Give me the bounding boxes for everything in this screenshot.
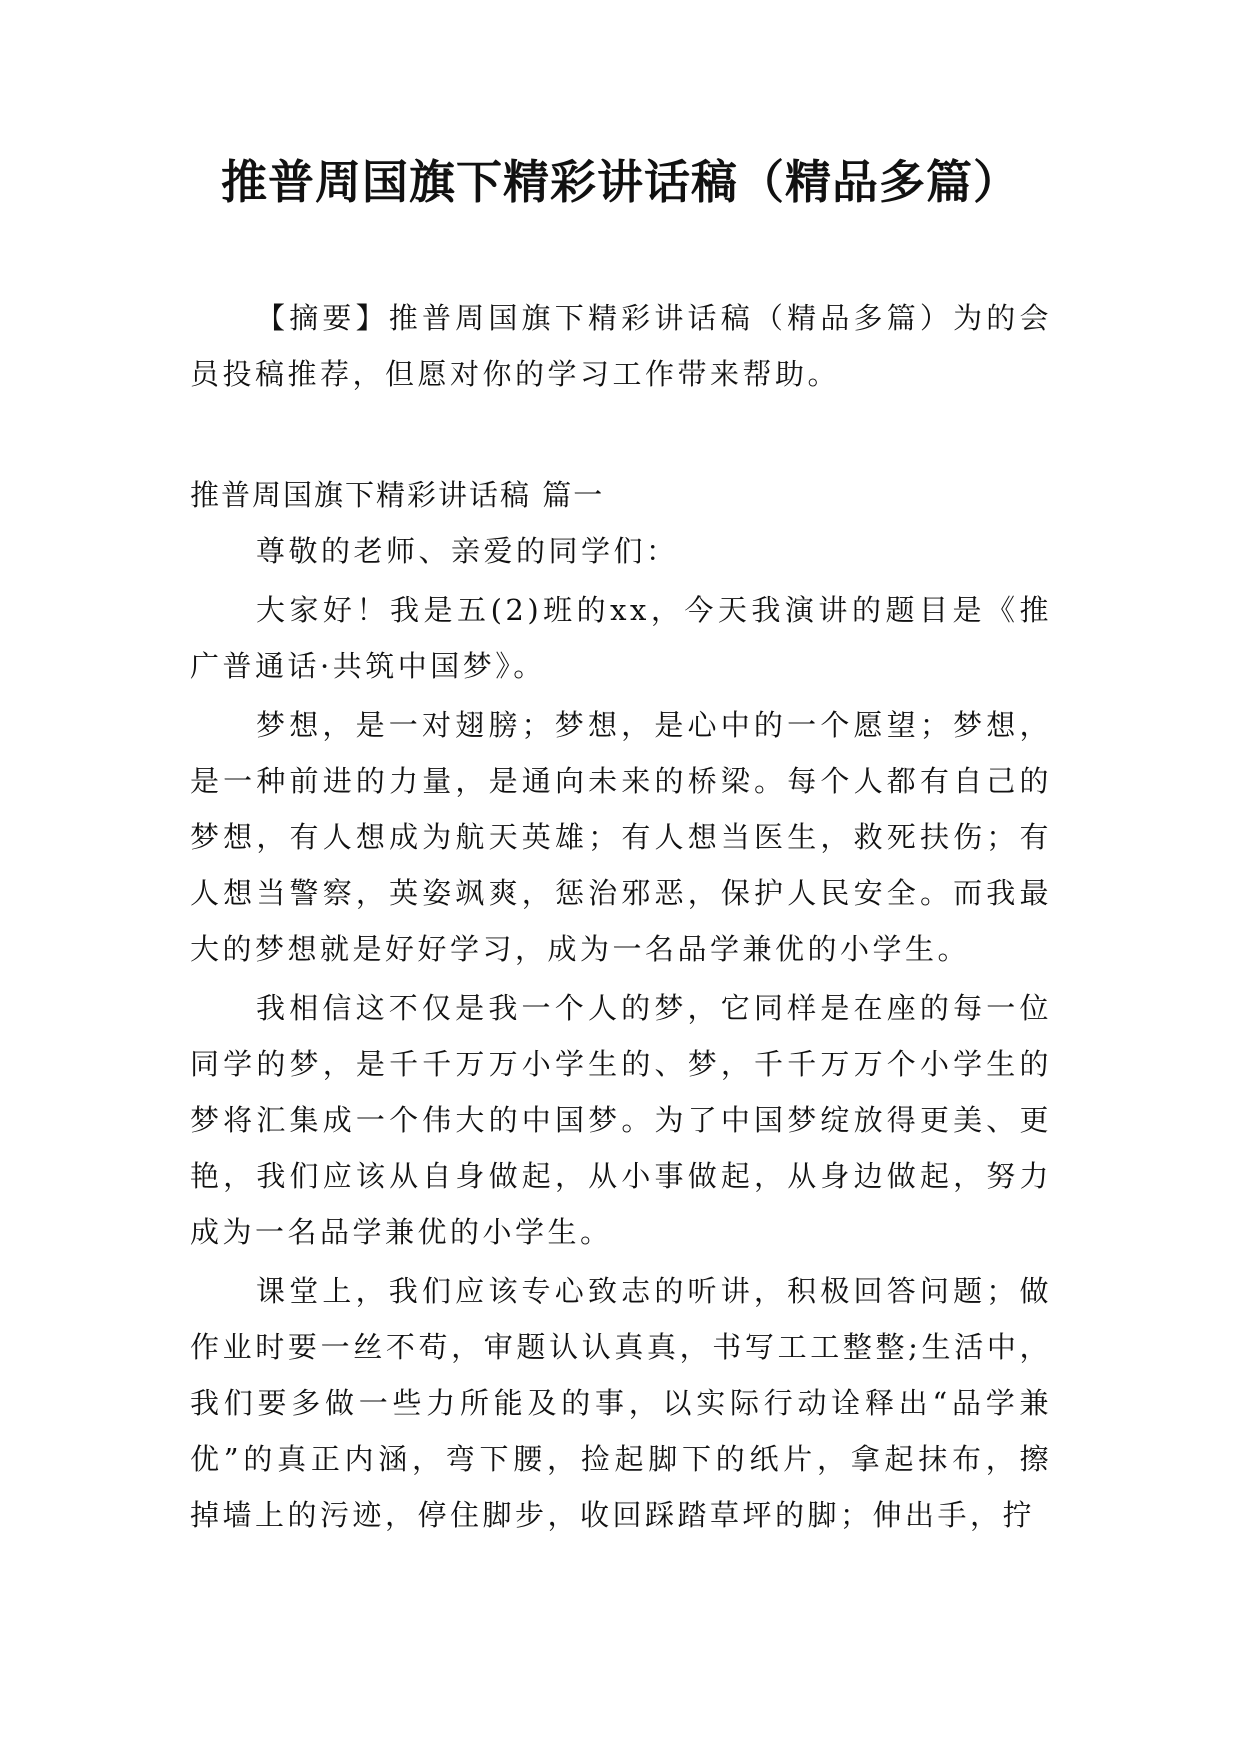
paragraph-greeting: 大家好！我是五(2)班的xx，今天我演讲的题目是《推广普通话·共筑中国梦》。: [190, 593, 1052, 683]
paragraph-salutation: 尊敬的老师、亲爱的同学们：: [256, 534, 679, 568]
document-title: 推普周国旗下精彩讲话稿（精品多篇）: [221, 155, 1020, 209]
paragraph-classroom: 课堂上，我们应该专心致志的听讲，积极回答问题；做作业时要一丝不苟，审题认认真真，书写工工整整;生活中，我们要多做一些力所能及的事，以实际行动诠释出“品学兼优”的真正内涵，弯下腰，捡起脚下的纸片，拿起抹布，擦掉墙上的污迹，停住脚步，收回踩踏草坪的脚；伸出手，拧: [190, 1274, 1052, 1532]
abstract-paragraph: 【摘要】推普周国旗下精彩讲话稿（精品多篇）为的会员投稿推荐，但愿对你的学习工作带来帮助。: [190, 301, 1052, 391]
paragraph-china-dream: 我相信这不仅是我一个人的梦，它同样是在座的每一位同学的梦，是千千万万小学生的、梦，千千万万个小学生的梦将汇集成一个伟大的中国梦。为了中国梦绽放得更美、更艳，我们应该从自身做起，从小事做起，从身边做起，努力成为一名品学兼优的小学生。: [190, 991, 1052, 1249]
paragraph-dream: 梦想，是一对翅膀；梦想，是心中的一个愿望；梦想，是一种前进的力量，是通向未来的桥梁。每个人都有自己的梦想，有人想成为航天英雄；有人想当医生，救死扶伤；有人想当警察，英姿飒爽，惩治邪恶，保护人民安全。而我最大的梦想就是好好学习，成为一名品学兼优的小学生。: [190, 708, 1052, 966]
speech-body: [190, 523, 1052, 1546]
section-heading: 推普周国旗下精彩讲话稿 篇一: [190, 478, 605, 512]
